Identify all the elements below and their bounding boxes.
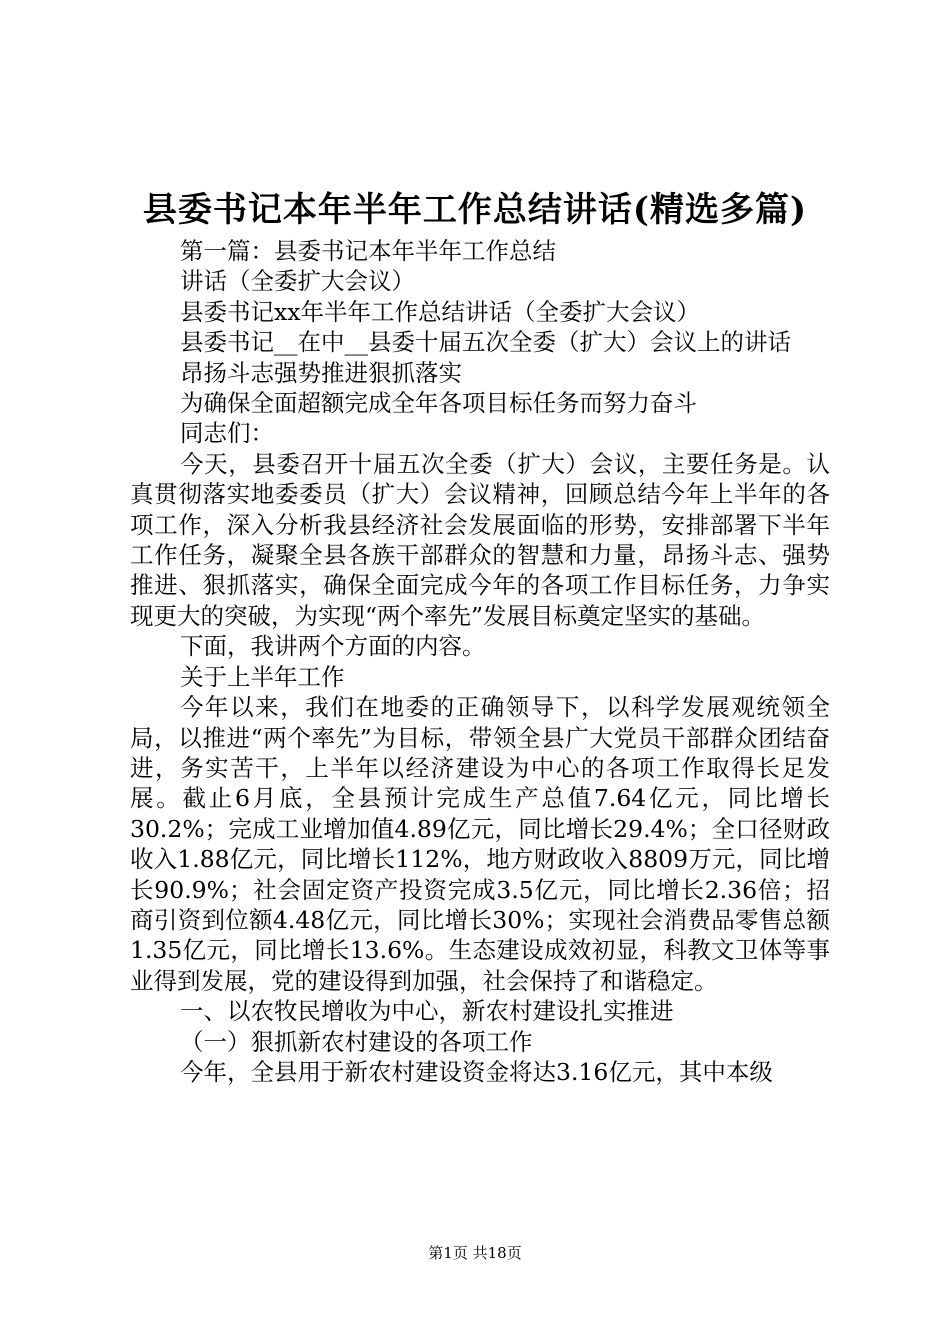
paragraph-speech-title: 县委书记xx年半年工作总结讲话（全委扩大会议）	[180, 297, 701, 326]
paragraph-body: 今天，县委召开十届五次全委（扩大）会议，主要任务是。认真贯彻落实地委委员（扩大）会议精神，回顾总结今年上半年的各项工作，深入分析我县经济社会发展面临的形势，安排部署下半年工作任务，凝聚全县各族干部群众的智慧和力量，昂扬斗志、强势推进、狠抓落实，确保全面完成今年的各项工作目标任务，力争实现更大的突破，为实现“两个率先”发展目标奠定坚实的基础。	[130, 449, 830, 630]
paragraph-slogan: 昂扬斗志强势推进狠抓落实	[180, 358, 462, 387]
page-number: 第1页 共18页	[428, 1244, 522, 1262]
paragraph-body: 今年，全县用于新农村建设资金将达3.16亿元，其中本级	[180, 1057, 773, 1086]
paragraph-salutation: 同志们：	[180, 419, 274, 448]
paragraph-section-heading: 第一篇：县委书记本年半年工作总结	[180, 237, 556, 265]
document-title: 县委书记本年半年工作总结讲话(精选多篇)	[142, 190, 808, 230]
paragraph-subtitle: 讲话（全委扩大会议）	[180, 267, 415, 296]
paragraph-body: 下面，我讲两个方面的内容。	[180, 632, 486, 661]
document-body	[130, 236, 830, 1087]
paragraph-speaker-line: 县委书记__在中__县委十届五次全委（扩大）会议上的讲话	[180, 328, 791, 357]
paragraph-subheading: （一）狠抓新农村建设的各项工作	[180, 1027, 533, 1056]
paragraph-slogan-2: 为确保全面超额完成全年各项目标任务而努力奋斗	[180, 389, 697, 418]
paragraph-heading: 一、以农牧民增收为中心，新农村建设扎实推进	[180, 997, 674, 1026]
paragraph-heading: 关于上半年工作	[180, 662, 345, 691]
paragraph-body: 今年以来，我们在地委的正确领导下，以科学发展观统领全局，以推进“两个率先”为目标，带领全县广大党员干部群众团结奋进，务实苦干，上半年以经济建设为中心的各项工作取得长足发展。截止6月底，全县预计完成生产总值7.64亿元，同比增长30.2%；完成工业增加值4.89亿元，同比增长29.4%；全口径财政收入1.88亿元，同比增长112%，地方财政收入8809万元，同比增长90.9%；社会固定资产投资完成3.5亿元，同比增长2.36倍；招商引资到位额4.48亿元，同比增长30%；实现社会消费品零售总额1.35亿元，同比增长13.6%。生态建设成效初显，科教文卫体等事业得到发展，党的建设得到加强，社会保持了和谐稳定。	[130, 693, 830, 995]
